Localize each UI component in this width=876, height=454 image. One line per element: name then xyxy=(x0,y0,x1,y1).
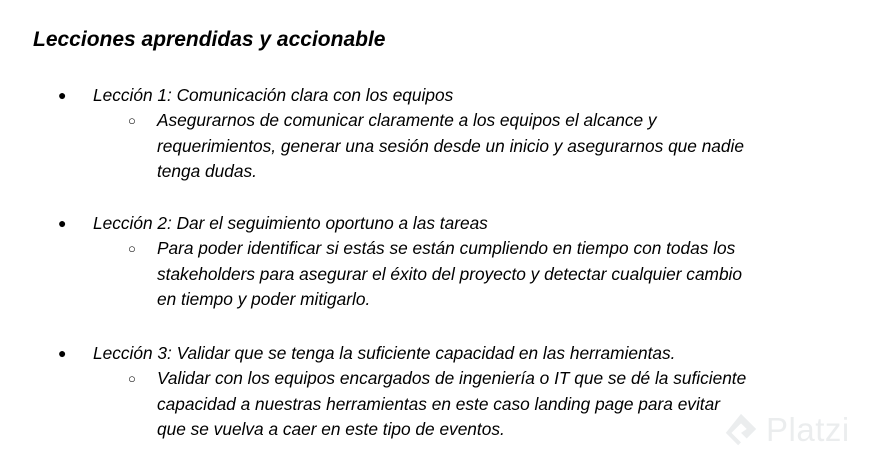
detail-line: stakeholders para asegurar el éxito del proyecto y detectar cualquier cambio xyxy=(157,263,743,284)
platzi-logo-icon xyxy=(722,411,760,449)
lesson-detail xyxy=(157,236,847,313)
hollow-bullet-icon: ○ xyxy=(128,371,136,386)
bullet-icon: ● xyxy=(58,345,67,361)
page-title: Lecciones aprendidas y accionable xyxy=(33,28,386,51)
lesson-detail xyxy=(157,108,847,185)
lesson-heading: Lección 3: Validar que se tenga la suficiente capacidad en las herramientas. xyxy=(93,343,676,363)
hollow-bullet-icon: ○ xyxy=(128,113,136,128)
detail-line: Validar con los equipos encargados de ingeniería o IT que se dé la suficiente xyxy=(157,368,747,388)
detail-line: capacidad a nuestras herramientas en este caso landing page para evitar xyxy=(157,393,720,414)
platzi-watermark xyxy=(722,410,872,450)
bullet-icon: ● xyxy=(58,87,67,103)
detail-line: tenga dudas. xyxy=(157,161,257,181)
detail-line: Asegurarnos de comunicar claramente a los equipos el alcance y xyxy=(157,110,657,130)
detail-line: Para poder identificar si estás se están cumpliendo en tiempo con todas los xyxy=(157,238,736,258)
hollow-bullet-icon: ○ xyxy=(128,241,136,256)
detail-line: requerimientos, generar una sesión desde un inicio y asegurarnos que nadie xyxy=(157,135,744,156)
lesson-heading: Lección 2: Dar el seguimiento oportuno a las tareas xyxy=(93,213,488,233)
watermark-text: Platzi xyxy=(766,411,850,448)
lesson-heading: Lección 1: Comunicación clara con los equipos xyxy=(93,85,454,105)
detail-line: en tiempo y poder mitigarlo. xyxy=(157,289,371,309)
bullet-icon: ● xyxy=(58,215,67,231)
detail-line: que se vuelva a caer en este tipo de eventos. xyxy=(157,419,505,439)
